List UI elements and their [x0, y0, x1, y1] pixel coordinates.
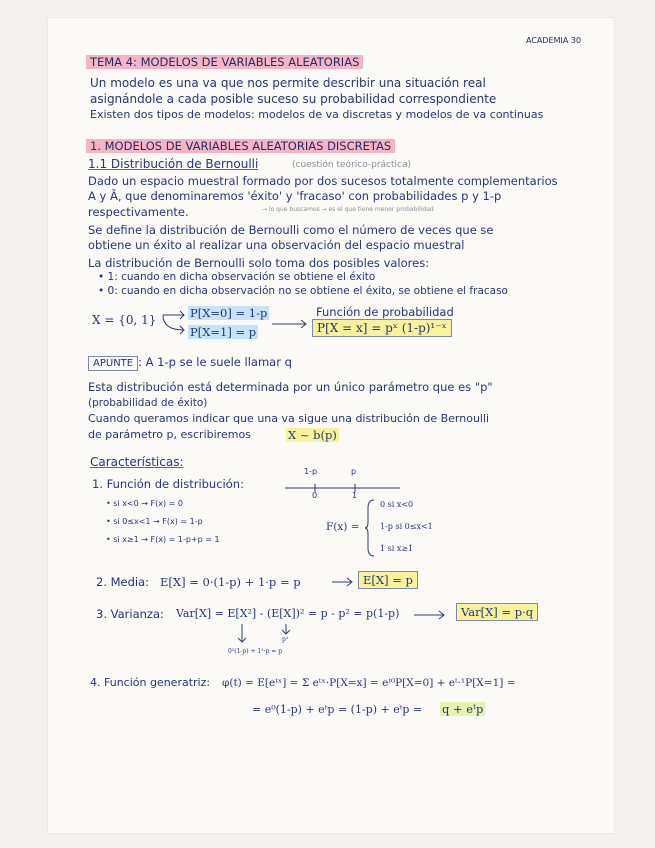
- bernoulli-p3-note: → lo que buscamos → es el que tiene menor probabilidad: [262, 206, 434, 213]
- item2-result: E[X] = p: [358, 573, 418, 587]
- case-right-2: 1-p si 0≤x<1: [380, 522, 433, 531]
- varianza-arrows: [232, 622, 302, 648]
- param-line-1: Esta distribución está determinada por un único parámetro que es "p": [88, 380, 493, 394]
- item2-formula: E[X] = 0·(1-p) + 1·p = p: [160, 575, 301, 589]
- fx-label: F(x) =: [326, 521, 360, 533]
- apunte-note: APUNTE : A 1-p se le suele llamar q: [88, 355, 292, 371]
- intro-line-1: Un modelo es una va que nos permite describir una situación real: [90, 76, 486, 90]
- bullet-exito: • 1: cuando en dicha observación se obtiene el éxito: [98, 271, 376, 283]
- pmf-label: Función de probabilidad: [316, 305, 454, 319]
- item1-title: 1. Función de distribución:: [92, 477, 244, 491]
- bernoulli-p2: A y Ā, que denominaremos 'éxito' y 'fracaso' con probabilidades p y 1-p: [88, 189, 502, 203]
- bernoulli-p3: respectivamente.: [88, 205, 189, 219]
- param-line-2: (probabilidad de éxito): [88, 397, 208, 409]
- p-x0: P[X=0] = 1-p: [190, 306, 268, 320]
- case-left-3: • si x≥1 → F(x) = 1-p+p = 1: [106, 535, 220, 544]
- p-x1: P[X=1] = p: [190, 325, 257, 339]
- characteristics-heading: Características:: [90, 455, 184, 469]
- bernoulli-values: La distribución de Bernoulli solo toma dos posibles valores:: [88, 256, 430, 270]
- brace-arrows: [160, 306, 190, 336]
- case-left-2: • si 0≤x<1 → F(x) = 1-p: [106, 517, 203, 526]
- arrow-media: [330, 575, 356, 589]
- bernoulli-def-1: Se define la distribución de Bernoulli como el número de veces que se: [88, 223, 494, 237]
- param-line-3: Cuando queramos indicar que una va sigue una distribución de Bernoulli: [88, 412, 490, 425]
- cases-brace: [364, 498, 376, 558]
- case-right-1: 0 si x<0: [380, 500, 414, 509]
- item4-title: 4. Función generatriz:: [90, 676, 211, 689]
- item3-result: Var[X] = p·q: [456, 605, 538, 619]
- case-left-1: • si x<0 → F(x) = 0: [106, 499, 183, 508]
- axis-label-p: p: [351, 467, 357, 476]
- item2-title: 2. Media:: [96, 575, 150, 589]
- item3-sub: 0²(1-p) + 1²·p = p: [228, 648, 283, 655]
- item3-title: 3. Varianza:: [96, 607, 164, 621]
- item4-result: q + eᵗp: [442, 702, 484, 716]
- item3-p2: p²: [282, 636, 289, 643]
- academy-label: ACADEMIA 30: [526, 36, 582, 45]
- page-title: TEMA 4: MODELOS DE VARIABLES ALEATORIAS: [86, 55, 363, 69]
- notation: X ~ b(p): [288, 428, 337, 442]
- axis-tick-0: 0: [312, 491, 318, 500]
- subheading-note: (cuestión teórico-práctica): [292, 160, 412, 170]
- intro-line-3: Existen dos tipos de modelos: modelos de va discretas y modelos de va continuas: [90, 108, 544, 121]
- bullet-fracaso: • 0: cuando en dicha observación no se obtiene el éxito, se obtiene el fracaso: [98, 285, 508, 297]
- support: X = {0, 1}: [92, 313, 157, 327]
- axis-label-1mp: 1-p: [304, 467, 318, 476]
- arrow-to-pmf: [270, 318, 310, 330]
- section-heading: 1. MODELOS DE VARIABLES ALEATORIAS DISCRETAS: [86, 139, 395, 153]
- item3-formula: Var[X] = E[X²] - (E[X])² = p - p² = p(1-p): [176, 607, 400, 620]
- arrow-varianza: [412, 608, 448, 622]
- pmf-formula: P[X = x] = pˣ (1-p)¹⁻ˣ: [312, 321, 452, 335]
- param-line-4: de parámetro p, escribiremos: [88, 428, 251, 441]
- subheading: 1.1 Distribución de Bernoulli: [88, 157, 259, 171]
- case-right-3: 1 si x≥1: [380, 544, 414, 553]
- intro-line-2: asignándole a cada posible suceso su probabilidad correspondiente: [90, 92, 497, 106]
- item4-line2: = e⁰(1-p) + eᵗp = (1-p) + eᵗp =: [252, 703, 423, 716]
- axis-tick-1: 1: [352, 491, 358, 500]
- item4-formula: φ(t) = E[eᵗˣ] = Σ eᵗˣ·P[X=x] = eᵗ⁰P[X=0] + eᵗ·¹P[X=1] =: [222, 677, 516, 689]
- bernoulli-def-2: obtiene un éxito al realizar una observación del espacio muestral: [88, 238, 465, 252]
- bernoulli-p1: Dado un espacio muestral formado por dos sucesos totalmente complementarios: [88, 174, 558, 188]
